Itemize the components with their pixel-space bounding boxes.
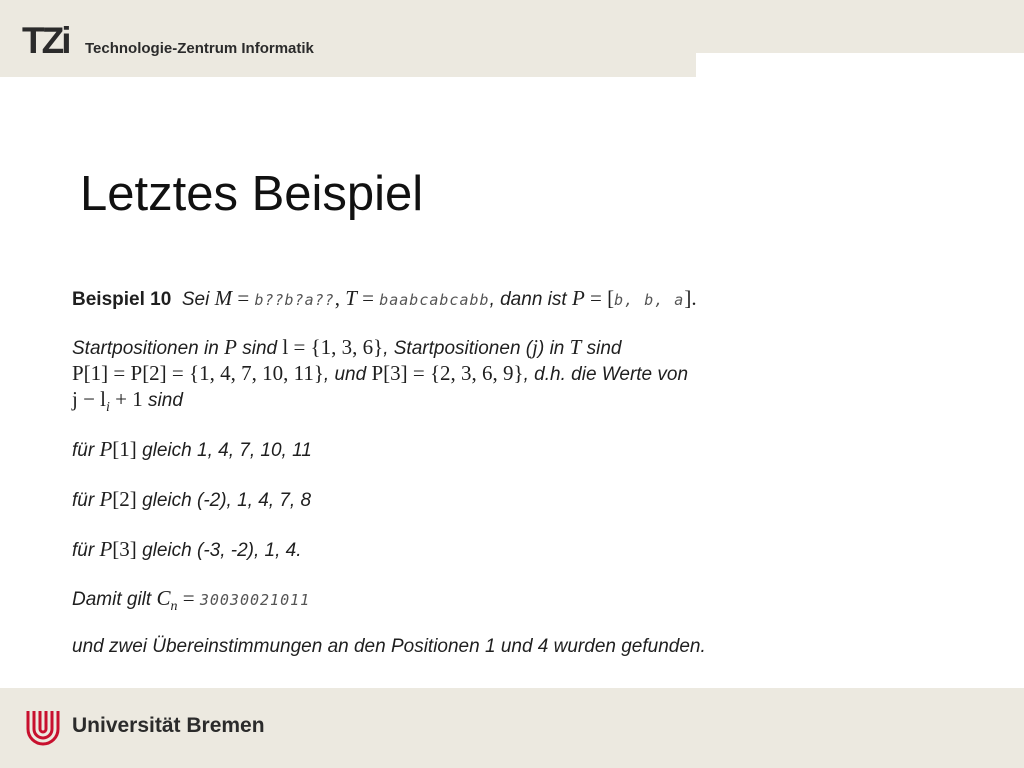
- math-var: j: [532, 335, 538, 359]
- institute-name: Technologie-Zentrum Informatik: [85, 40, 314, 57]
- math-var: P: [224, 335, 237, 359]
- math-expr: l = {1, 3, 6}: [282, 335, 384, 359]
- math-sub: n: [170, 598, 178, 614]
- university-logo-icon: [22, 707, 64, 749]
- text: für: [72, 490, 95, 511]
- text: , Startpositionen (: [383, 338, 533, 359]
- text: , und: [323, 364, 367, 385]
- math-op: =: [177, 586, 200, 610]
- result-line: [72, 586, 310, 615]
- example-label: Beispiel 10: [72, 289, 172, 310]
- math-var: M: [214, 286, 233, 310]
- pattern-list: b, b, a: [614, 291, 685, 309]
- text: gleich (-3, -2), 1, 4.: [142, 540, 302, 561]
- example-line-4: [72, 387, 183, 416]
- p1-line: [72, 437, 312, 462]
- text: Sei: [181, 289, 210, 310]
- math-expr: j − l: [72, 387, 107, 411]
- p2-line: [72, 487, 311, 512]
- math-var: P: [99, 487, 113, 511]
- header-strip: [696, 0, 1024, 53]
- math-var: P: [571, 286, 585, 310]
- text: ) in: [537, 338, 565, 359]
- pattern-m: b??b?a??: [254, 291, 335, 309]
- text: sind: [242, 338, 278, 359]
- slide-title: Letztes Beispiel: [80, 167, 424, 221]
- example-line-1: [72, 286, 697, 311]
- header-band: [0, 0, 696, 77]
- text: , dann ist: [489, 289, 567, 310]
- math-var: P: [99, 537, 113, 561]
- math-var: T: [345, 286, 357, 310]
- math-var: P: [99, 437, 113, 461]
- text: für: [72, 540, 95, 561]
- text: gleich 1, 4, 7, 10, 11: [142, 440, 312, 461]
- p3-line: [72, 537, 302, 562]
- math-var: T: [569, 335, 582, 359]
- math-expr: + 1: [109, 387, 143, 411]
- math-idx: [3]: [112, 537, 137, 561]
- math-idx: [2]: [112, 487, 137, 511]
- text: sind: [148, 390, 183, 411]
- result-value: 30030021011: [199, 591, 311, 609]
- text: für: [72, 440, 95, 461]
- math-op: =: [356, 286, 380, 310]
- text: sind: [586, 338, 622, 359]
- math-op: ].: [684, 286, 697, 310]
- tzi-logo: TZi: [22, 20, 69, 61]
- math-op: ,: [334, 286, 346, 310]
- math-op: = [: [584, 286, 615, 310]
- text: Startpositionen in: [72, 338, 219, 359]
- math-idx: [1]: [112, 437, 137, 461]
- text: Damit gilt: [72, 589, 152, 610]
- conclusion-line: und zwei Übereinstimmungen an den Positionen 1 und 4 wurden gefunden.: [72, 636, 706, 657]
- text-t: baabcabcabb: [379, 291, 490, 309]
- math-expr: P[3] = {2, 3, 6, 9}: [371, 361, 524, 385]
- example-line-3: [72, 361, 688, 386]
- university-name: Universität Bremen: [72, 714, 265, 737]
- example-line-2: [72, 335, 621, 360]
- math-var: C: [156, 586, 171, 610]
- math-op: =: [232, 286, 255, 310]
- math-sub: i: [106, 399, 110, 415]
- text: , d.h. die Werte von: [523, 364, 689, 385]
- math-expr: P[1] = P[2] = {1, 4, 7, 10, 11}: [72, 361, 324, 385]
- text: gleich (-2), 1, 4, 7, 8: [142, 490, 312, 511]
